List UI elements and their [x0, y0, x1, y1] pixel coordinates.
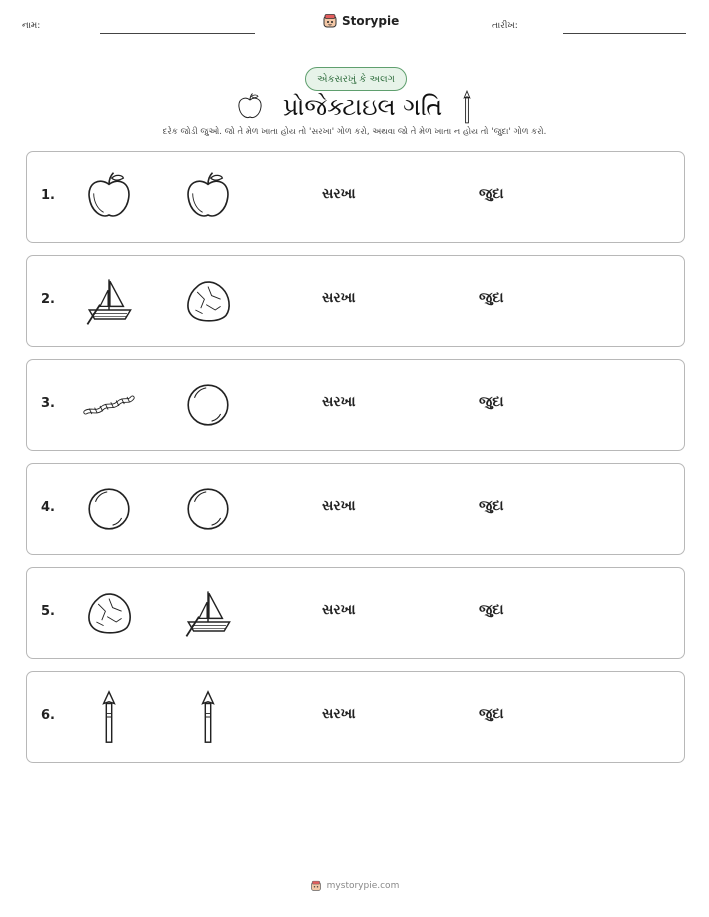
same-option[interactable]: સરખા	[322, 602, 356, 618]
same-option[interactable]: સરખા	[322, 498, 356, 514]
different-option[interactable]: જુદા	[479, 498, 504, 514]
boat-icon	[82, 274, 136, 328]
name-label: નામ:	[22, 21, 41, 31]
spear-icon	[460, 90, 474, 124]
different-option[interactable]: જુદા	[479, 602, 504, 618]
boat-icon	[181, 586, 235, 640]
rock-icon	[181, 274, 235, 328]
rope-icon	[82, 378, 136, 432]
footer-url[interactable]: mystorypie.com	[326, 881, 400, 891]
same-option[interactable]: સરખા	[322, 706, 356, 722]
worksheet-type-badge: એકસરખું કે અલગ	[305, 67, 407, 91]
different-option[interactable]: જુદા	[479, 290, 504, 306]
different-option[interactable]: જુદા	[479, 706, 504, 722]
footer	[0, 880, 709, 892]
question-number: 6.	[41, 708, 55, 723]
spear-icon	[82, 690, 136, 744]
question-number: 2.	[41, 292, 55, 307]
same-option[interactable]: સરખા	[322, 186, 356, 202]
storypie-mascot-icon	[322, 13, 338, 29]
apple-icon	[181, 170, 235, 224]
bubble-icon	[181, 482, 235, 536]
name-line[interactable]	[100, 33, 255, 34]
same-option[interactable]: સરખા	[322, 394, 356, 410]
title-row	[0, 90, 709, 124]
question-number: 1.	[41, 188, 55, 203]
question-number: 3.	[41, 396, 55, 411]
page-title: પ્રોજેક્ટાઇલ ગતિ	[282, 93, 443, 121]
brand-name: Storypie	[342, 14, 400, 28]
date-label: તારીખ:	[492, 21, 518, 31]
brand-logo	[322, 13, 399, 29]
bubble-icon	[82, 482, 136, 536]
question-number: 5.	[41, 604, 55, 619]
same-option[interactable]: સરખા	[322, 290, 356, 306]
spear-icon	[181, 690, 235, 744]
question-card	[26, 255, 685, 347]
different-option[interactable]: જુદા	[479, 186, 504, 202]
bubble-icon	[181, 378, 235, 432]
question-card	[26, 567, 685, 659]
apple-icon	[82, 170, 136, 224]
date-line[interactable]	[563, 33, 686, 34]
question-number: 4.	[41, 500, 55, 515]
question-card	[26, 151, 685, 243]
rock-icon	[82, 586, 136, 640]
question-card	[26, 463, 685, 555]
question-card	[26, 359, 685, 451]
different-option[interactable]: જુદા	[479, 394, 504, 410]
storypie-mascot-icon	[310, 880, 322, 892]
instructions: દરેક જોડી જુઓ. જો તે મેળ ખાતા હોય તો 'સરખા' ગોળ કરો, અથવા જો તે મેળ ખાતા ન હોય તો 'જુદા' ગોળ કરો.	[162, 127, 547, 137]
apple-icon	[235, 92, 265, 122]
question-card	[26, 671, 685, 763]
